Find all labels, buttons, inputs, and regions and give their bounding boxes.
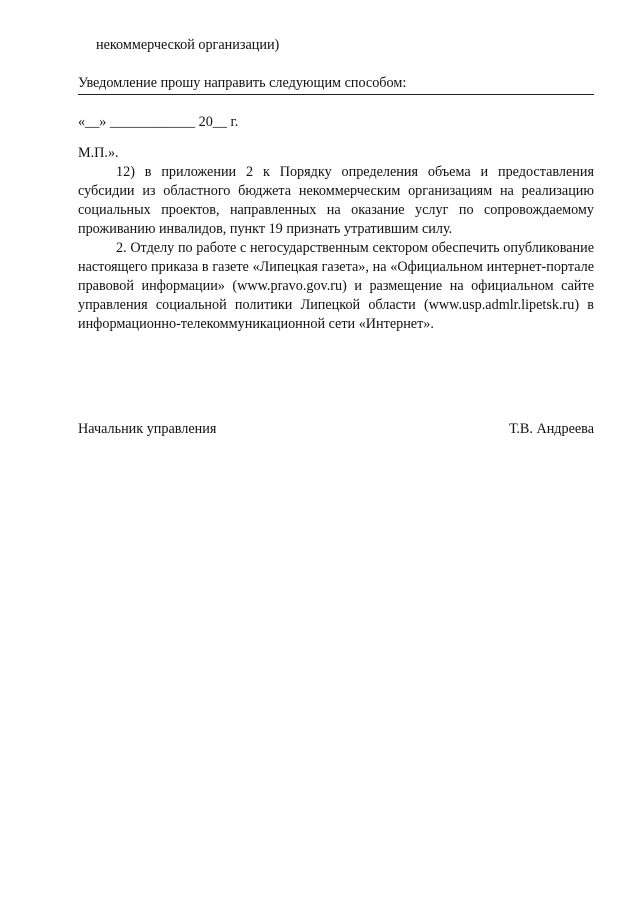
spacer [78, 55, 594, 74]
signature-position: Начальник управления [78, 421, 217, 437]
notice-request: Уведомление прошу направить следующим способом: [78, 75, 407, 91]
org-line: некоммерческой организации) [96, 37, 280, 53]
signature-name: Т.В. Андреева [509, 421, 594, 437]
document-page [78, 36, 594, 439]
date-line: «__» ____________ 20__ г. [78, 114, 239, 130]
blank-fill-line [78, 94, 594, 95]
paragraph-item-2: 2. Отделу по работе с негосударственным сектором обеспечить опубликование настоящего приказа в газете «Липецкая газета», на «Официальном интернет-портале правовой информации» (www.pravo.gov.ru) и размещение на официальном сайте управления социальной политики Липецкой области (www.usp.admlr.lipetsk.ru) в информационно-телекоммуникационной сети «Интернет». [78, 240, 594, 332]
paragraph-item-12: 12) в приложении 2 к Порядку определения объема и предоставления субсидии из областного бюджета некоммерческим организациям на реализацию социальных проектов, направленных на оказание услуг по сопровождаемому проживанию инвалидов, пункт 19 признать утратившим силу. [78, 164, 594, 237]
signature-block [78, 420, 594, 439]
spacer [78, 334, 594, 420]
stamp-mark: М.П.». [78, 145, 119, 161]
spacer [78, 132, 594, 144]
